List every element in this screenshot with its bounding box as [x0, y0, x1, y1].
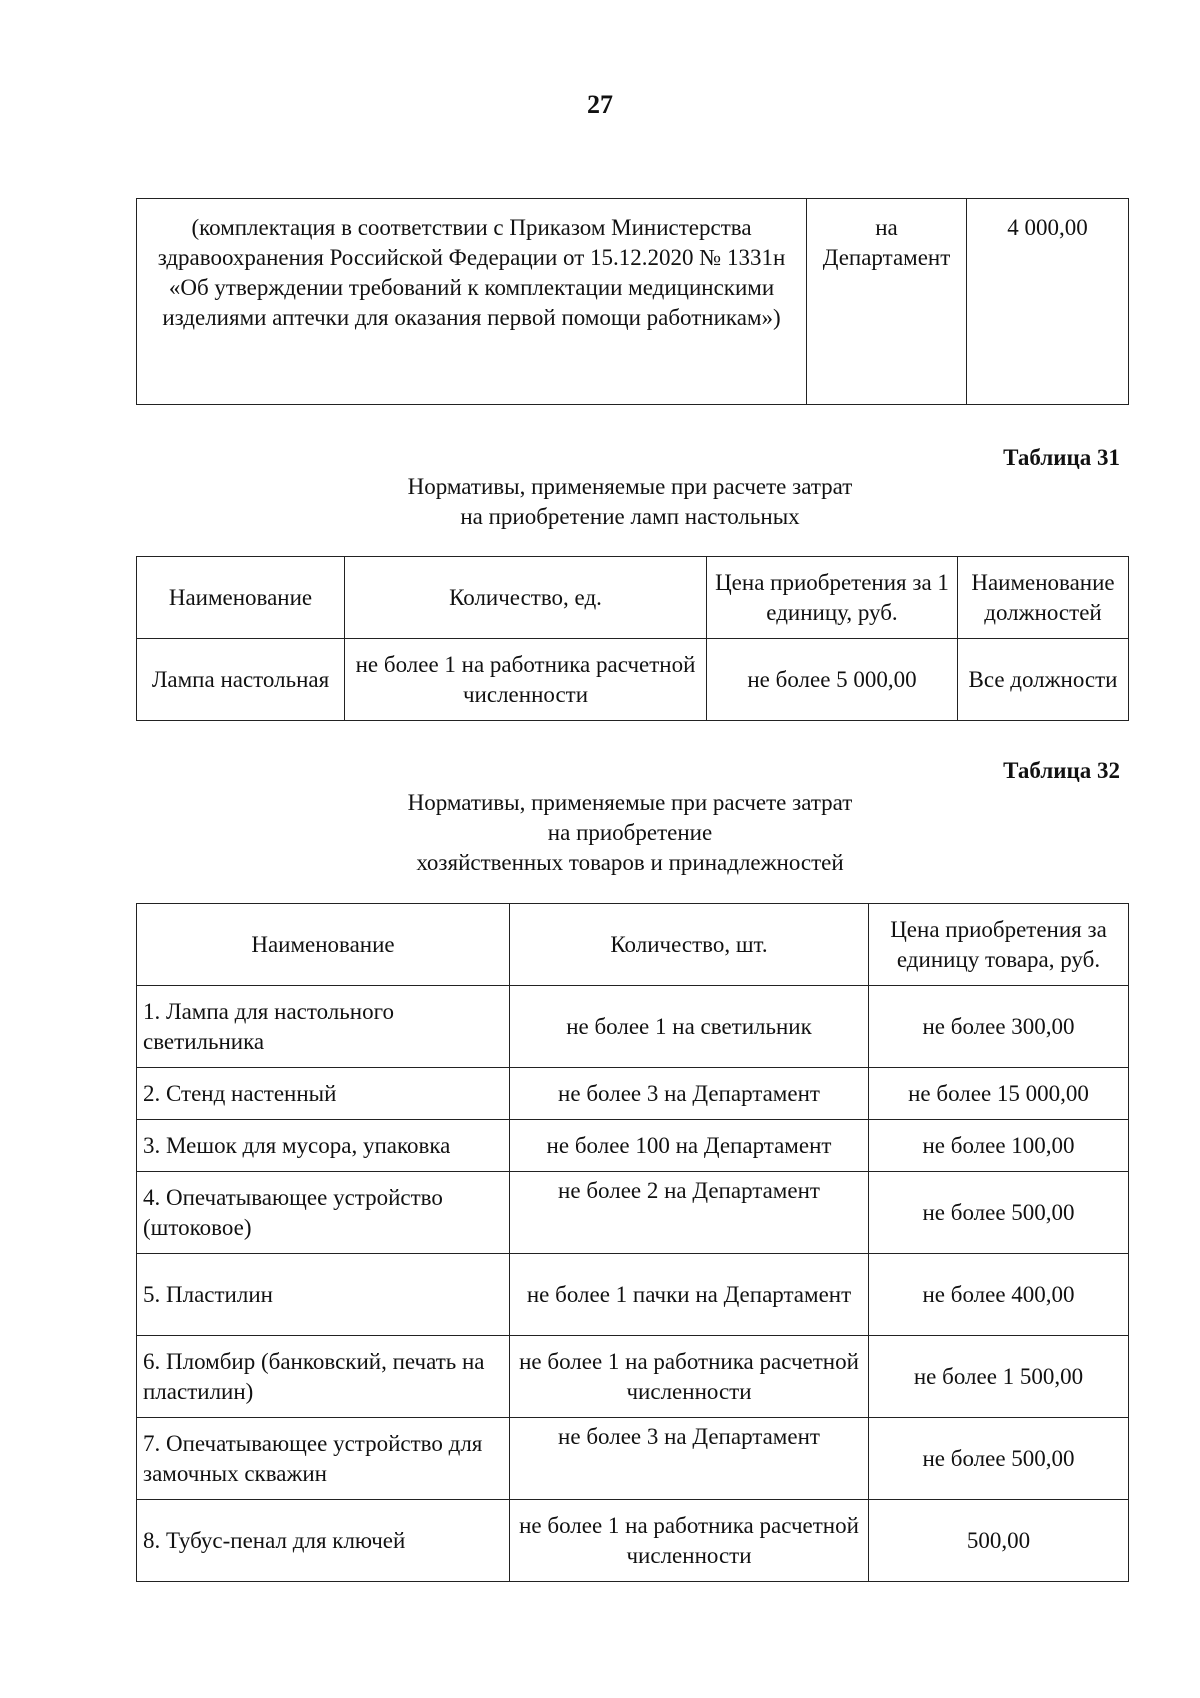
- caption-line: хозяйственных товаров и принадлежностей: [416, 850, 844, 875]
- item-name-cell: 8. Тубус-пенал для ключей: [137, 1500, 510, 1582]
- quantity-cell: не более 100 на Департамент: [510, 1120, 869, 1172]
- item-name-cell: Лампа настольная: [137, 639, 345, 721]
- table-31-label: Таблица 31: [1003, 445, 1120, 470]
- item-name-cell: 1. Лампа для настольного светильника: [137, 986, 510, 1068]
- price-cell: 500,00: [869, 1500, 1129, 1582]
- header-name: Наименование: [137, 904, 510, 986]
- table-row: [137, 1336, 1129, 1418]
- table-row: [137, 1254, 1129, 1336]
- price-cell: не более 500,00: [869, 1172, 1129, 1254]
- caption-line: Нормативы, применяемые при расчете затрат: [407, 474, 853, 499]
- price-cell: 4 000,00: [967, 199, 1129, 405]
- price-cell: не более 1 500,00: [869, 1336, 1129, 1418]
- quantity-cell: на Департамент: [807, 199, 967, 405]
- table-row: [137, 199, 1129, 405]
- item-name-cell: 3. Мешок для мусора, упаковка: [137, 1120, 510, 1172]
- positions-cell: Все должности: [958, 639, 1129, 721]
- table-row: [137, 1172, 1129, 1254]
- caption-line: на приобретение ламп настольных: [460, 504, 800, 529]
- header-price: Цена приобретения за 1 единицу, руб.: [707, 557, 958, 639]
- price-cell: не более 100,00: [869, 1120, 1129, 1172]
- header-quantity: Количество, ед.: [345, 557, 707, 639]
- caption-line: Нормативы, применяемые при расчете затрат: [407, 790, 853, 815]
- table-header-row: [137, 904, 1129, 986]
- header-positions: Наименование должностей: [958, 557, 1129, 639]
- caption-line: на приобретение: [547, 820, 713, 845]
- quantity-cell: не более 1 на светильник: [510, 986, 869, 1068]
- continuation-table: [136, 198, 1129, 405]
- price-cell: не более 400,00: [869, 1254, 1129, 1336]
- page-number: 27: [587, 90, 613, 119]
- table-row: [137, 1500, 1129, 1582]
- table-row: [137, 1418, 1129, 1500]
- item-name-cell: 5. Пластилин: [137, 1254, 510, 1336]
- table-31: [136, 556, 1129, 721]
- table-row: [137, 1120, 1129, 1172]
- quantity-cell: не более 3 на Департамент: [510, 1068, 869, 1120]
- table-row: [137, 639, 1129, 721]
- quantity-cell: не более 2 на Департамент: [510, 1172, 869, 1254]
- item-name-cell: 2. Стенд настенный: [137, 1068, 510, 1120]
- table-header-row: [137, 557, 1129, 639]
- quantity-cell: не более 1 на работника расчетной численности: [510, 1336, 869, 1418]
- table-row: [137, 986, 1129, 1068]
- item-name-cell: 6. Пломбир (банковский, печать на пластилин): [137, 1336, 510, 1418]
- item-name-cell: 4. Опечатывающее устройство (штоковое): [137, 1172, 510, 1254]
- quantity-cell: не более 1 на работника расчетной численности: [510, 1500, 869, 1582]
- item-name-cell: (комплектация в соответствии с Приказом Министерства здравоохранения Российской Федерации от 15.12.2020 № 1331н «Об утверждении требований к комплектации медицинскими изделиями аптечки для оказания первой помощи работникам»): [137, 199, 807, 405]
- header-price: Цена приобретения за единицу товара, руб.: [869, 904, 1129, 986]
- price-cell: не более 300,00: [869, 986, 1129, 1068]
- table-32-label: Таблица 32: [1003, 758, 1120, 783]
- header-quantity: Количество, шт.: [510, 904, 869, 986]
- table-row: [137, 1068, 1129, 1120]
- header-name: Наименование: [137, 557, 345, 639]
- price-cell: не более 5 000,00: [707, 639, 958, 721]
- quantity-cell: не более 1 пачки на Департамент: [510, 1254, 869, 1336]
- price-cell: не более 500,00: [869, 1418, 1129, 1500]
- table-31-caption: [0, 472, 1200, 532]
- table-32: [136, 903, 1129, 1582]
- price-cell: не более 15 000,00: [869, 1068, 1129, 1120]
- table-32-caption: [0, 788, 1200, 878]
- item-name-cell: 7. Опечатывающее устройство для замочных скважин: [137, 1418, 510, 1500]
- quantity-cell: не более 3 на Департамент: [510, 1418, 869, 1500]
- quantity-cell: не более 1 на работника расчетной численности: [345, 639, 707, 721]
